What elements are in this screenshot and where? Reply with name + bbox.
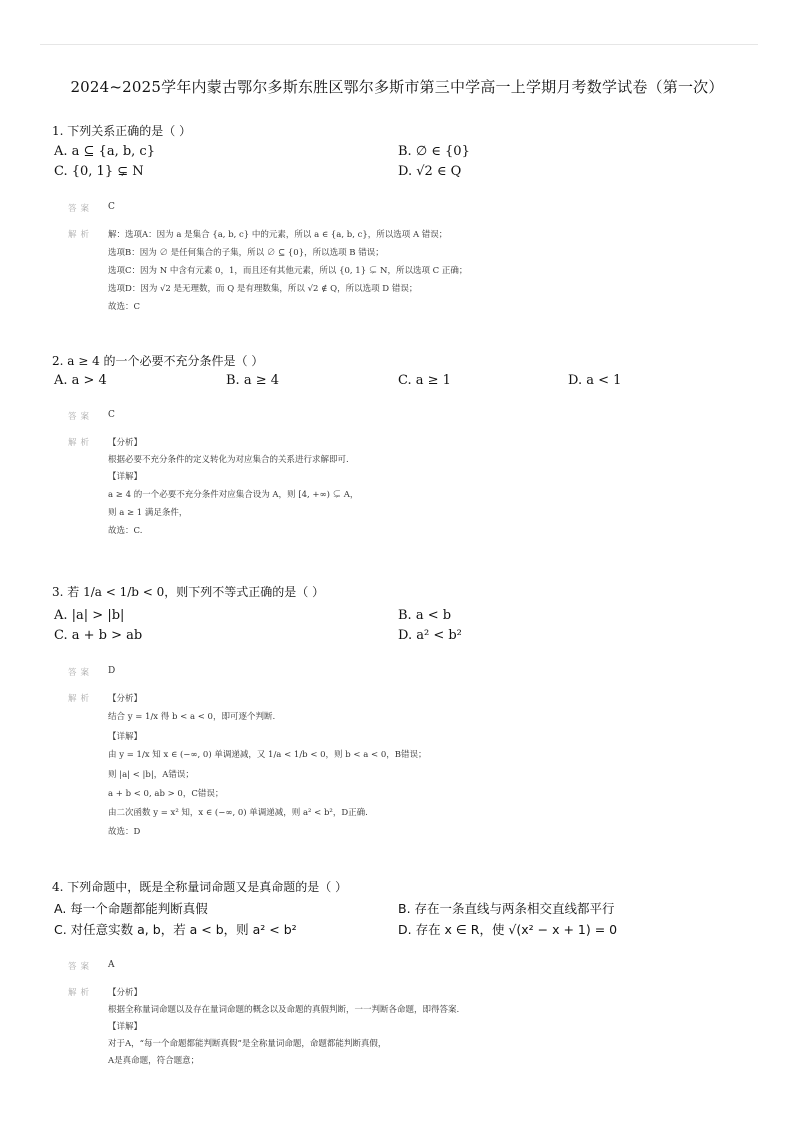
analysis-line: 选项C：因为 N 中含有元素 0，1，而且还有其他元素，所以 {0, 1} ⊊ N，所以选项 C 正确；	[108, 266, 468, 276]
analysis-line: 由 y = 1/x 知 x ∈ (−∞, 0) 单调递减，又 1/a < 1/b < 0，则 b < a < 0，B错误；	[108, 750, 427, 760]
page-title: 2024~2025学年内蒙古鄂尔多斯东胜区鄂尔多斯市第三中学高一上学期月考数学试卷（第一次）	[70, 78, 724, 96]
option-d: D. a² < b²	[398, 628, 462, 643]
analysis-line: 结合 y = 1/x 得 b < a < 0，即可逐个判断.	[108, 712, 276, 722]
analysis-line: a + b < 0, ab > 0，C错误；	[108, 789, 224, 799]
answer-label: 答案	[68, 412, 94, 422]
analysis-line: 选项B：因为 ∅ 是任何集合的子集，所以 ∅ ⊆ {0}，所以选项 B 错误；	[108, 248, 384, 258]
question-4	[52, 878, 752, 895]
answer-value: D	[108, 666, 116, 676]
option-c: C. a ≥ 1	[398, 373, 451, 388]
analysis-line: a ≥ 4 的一个必要不充分条件对应集合设为 A，则 [4, +∞) ⊊ A，	[108, 490, 359, 500]
option-a: A. a ⊆ {a, b, c}	[54, 144, 155, 159]
option-d: D. √2 ∈ Q	[398, 164, 462, 179]
analysis-line: 故选：C.	[108, 526, 143, 536]
question-stem: 4. 下列命题中，既是全称量词命题又是真命题的是（ ）	[52, 880, 348, 894]
analysis-line: 【分析】	[108, 694, 143, 704]
option-c: C. a + b > ab	[54, 628, 143, 643]
analysis-line: 由二次函数 y = x² 知，x ∈ (−∞, 0) 单调递减，则 a² < b²，D正确.	[108, 808, 368, 818]
analysis-line: 根据必要不充分条件的定义转化为对应集合的关系进行求解即可.	[108, 455, 349, 465]
question-3	[52, 583, 752, 600]
option-c: C. {0, 1} ⊊ N	[54, 164, 144, 179]
analysis-line: 故选：C	[108, 302, 141, 312]
answer-label: 答案	[68, 204, 94, 214]
question-stem: 1. 下列关系正确的是（ ）	[52, 124, 192, 138]
analysis-label: 解析	[68, 694, 94, 704]
analysis-line: 【详解】	[108, 1022, 143, 1032]
option-d: D. a < 1	[568, 373, 622, 388]
answer-value: C	[108, 202, 115, 212]
option-b: B. a < b	[398, 608, 452, 623]
option-a: A. a > 4	[54, 373, 107, 388]
answer-value: C	[108, 410, 115, 420]
analysis-line: 则 |a| < |b|，A错误；	[108, 770, 194, 780]
answer-label: 答案	[68, 962, 94, 972]
option-c: C. 对任意实数 a, b，若 a < b，则 a² < b²	[54, 922, 297, 937]
analysis-line: 选项D：因为 √2 是无理数，而 Q 是有理数集，所以 √2 ∉ Q，所以选项 D 错误；	[108, 284, 418, 294]
analysis-line: A是真命题，符合题意；	[108, 1056, 200, 1066]
analysis-line: 【分析】	[108, 988, 143, 998]
option-d: D. 存在 x ∈ R，使 √(x² − x + 1) = 0	[398, 922, 618, 937]
analysis-label: 解析	[68, 988, 94, 998]
analysis-line: 【分析】	[108, 438, 143, 448]
answer-value: A	[108, 960, 115, 970]
option-b: B. 存在一条直线与两条相交直线都平行	[398, 901, 615, 916]
analysis-line: 对于A，“每一个命题都能判断真假”是全称量词命题，命题都能判断真假，	[108, 1039, 387, 1049]
option-b: B. ∅ ∈ {0}	[398, 144, 470, 159]
header-divider	[40, 44, 758, 45]
question-1	[52, 122, 752, 139]
question-stem: 2. a ≥ 4 的一个必要不充分条件是（ ）	[52, 354, 264, 368]
analysis-label: 解析	[68, 230, 94, 240]
question-stem: 3. 若 1/a < 1/b < 0，则下列不等式正确的是（ ）	[52, 585, 325, 599]
option-a: A. |a| > |b|	[54, 608, 125, 623]
option-a: A. 每一个命题都能判断真假	[54, 901, 208, 916]
analysis-line: 【详解】	[108, 472, 143, 482]
question-2	[52, 352, 752, 369]
analysis-line: 则 a ≥ 1 满足条件，	[108, 508, 188, 518]
analysis-line: 【详解】	[108, 732, 143, 742]
answer-label: 答案	[68, 668, 94, 678]
analysis-label: 解析	[68, 438, 94, 448]
analysis-line: 解：选项A：因为 a 是集合 {a, b, c} 中的元素，所以 a ∈ {a, b, c}，所以选项 A 错误；	[108, 230, 448, 240]
analysis-line: 根据全称量词命题以及存在量词命题的概念以及命题的真假判断，一一判断各命题，即得答案.	[108, 1005, 460, 1015]
analysis-line: 故选：D	[108, 827, 141, 837]
option-b: B. a ≥ 4	[226, 373, 279, 388]
